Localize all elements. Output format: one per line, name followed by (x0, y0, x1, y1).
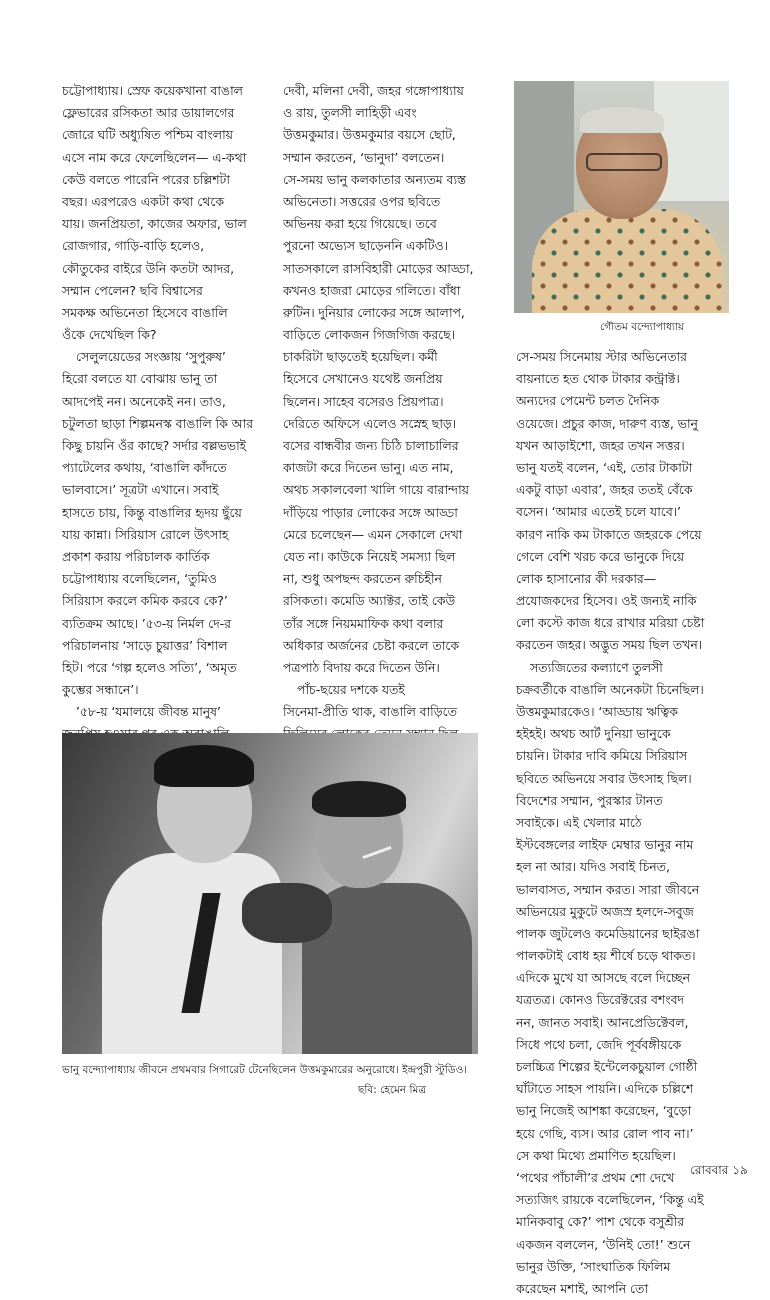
text-line: এসে নাম করে ফেলেছিলেন— এ-কথা (62, 149, 247, 165)
text-line: ভালবাসত, সম্মান করত। সারা জীবনে (516, 881, 700, 897)
text-line: হইহই। অথচ আর্ট দুনিয়া ভানুকে (516, 726, 671, 742)
text-line: বায়নাতে হত থোক টাকার কন্ট্রাক্ট। (516, 371, 680, 387)
text-line: ঘাঁটাতে সাহস পায়নি। এদিকে চল্লিশে (516, 1081, 694, 1097)
text-line: হাসতে চায়, কিন্তু বাঙালির হৃদয় ছুঁয়ে (62, 504, 242, 520)
text-line: যত্রতত্র। কোনও ডিরেক্টরের বশংবদ (516, 992, 684, 1008)
photo-credit: ছবি: হেমেন মিত্র (358, 1084, 427, 1096)
text-line: দাঁড়িয়ে পাড়ার লোকের সঙ্গে আড্ডা (283, 504, 458, 520)
text-line: পুরনো অভ্যেস ছাড়েননি একটিও। (283, 238, 448, 254)
text-line: আদপেই নন। অনেকেই নন। তাও, (62, 393, 226, 409)
text-line: চায়নি। টাকার দাবি কমিয়ে সিরিয়াস (516, 748, 688, 764)
text-line: ইস্টবেঙ্গলের লাইফ মেম্বার ভানুর নাম (516, 837, 694, 853)
text-line: ভালবাসে।’ সূত্রটা এখানে। সবাই (62, 482, 219, 498)
text-line: সবাইকে। এই খেলার মাঠে (516, 814, 642, 830)
text-line: সমকক্ষ অভিনেতা হিসেবে বাঙালি (62, 304, 228, 320)
text-line: রোজগার, গাড়ি-বাড়ি হলেও, (62, 238, 205, 254)
text-line: পত্রপাঠ বিদায় করে দিতেন উনি। (283, 659, 440, 675)
text-line: ও রায়, তুলসী লাহিড়ী এবং (283, 105, 417, 121)
text-line: হিসেবে সেখানেও যথেষ্ট জনপ্রিয় (283, 371, 443, 387)
text-line: সত্যজিতের কল্যাণে তুলসী (530, 659, 663, 675)
text-line: হিরো বলতে যা বোঝায় ভানু তা (62, 371, 218, 387)
text-line: উত্তমকুমারকেও। ‘আড্ডায় ঋত্বিক (516, 704, 678, 719)
text-line: উত্তমকুমার। উত্তমকুমার বয়সে ছোট, (283, 127, 456, 143)
text-line: অভিনয় করা হয়ে গিয়েছে। তবে (283, 216, 437, 232)
text-line: ওয়েজে। প্রচুর কাজ, দারুণ ব্যস্ত, ভানু (516, 415, 698, 431)
text-line: সত্যজিৎ রায়কে বলেছিলেন, ‘কিন্তু এই (516, 1192, 704, 1208)
text-line: যেত না। কাউকে নিয়েই সমস্যা ছিল (283, 548, 456, 564)
text-line: না, শুধু অপছন্দ করতেন রুচিহীন (283, 571, 442, 587)
text-line: মেরে চলেছেন— এমন সেকালে দেখা (283, 526, 463, 542)
text-line: সিনেমা-প্রীতি থাক, বাঙালি বাড়িতে (283, 704, 457, 720)
text-line: পাঁচ-ছয়ের দশকে যতই (297, 682, 405, 698)
text-line: এদিকে মুখে যা আসছে বলে দিচ্ছেন (516, 970, 690, 986)
text-line: কারণ নাকি কম টাকাতে জহরকে পেয়ে (516, 526, 702, 542)
portrait-caption: গৌতম বন্দ্যোপাধ্যায় (600, 321, 685, 333)
text-line: গেলে বেশি খরচ করে ভানুকে দিয়ে (516, 548, 685, 564)
text-line: নন, জানত সবাই। আনপ্রেডিক্টেবল, (516, 1014, 689, 1030)
text-line: চক্রবর্তীকে বাঙালি অনেকটা চিনেছিল। (516, 681, 704, 697)
text-line: কখনও হাজরা মোড়ের গলিতে। বাঁধা (283, 282, 461, 298)
text-line: রুটিন। দুনিয়ার লোকের সঙ্গে আলাপ, (283, 304, 465, 320)
text-line: ভানুর উক্তি, ‘সাংঘাতিক ফিলিম (516, 1258, 671, 1274)
text-line: করেছেন মশাই, আপনি তো (516, 1280, 648, 1296)
text-line: অভিনেতা। সত্তরের ওপর ছবিতে (283, 193, 441, 209)
text-line: পালকটাই বোধ হয় শীর্ষে চড়ে থাকত। (516, 948, 696, 964)
text-line: দেরিতে অফিসে এলেও সস্নেহ ছাড়। (283, 415, 457, 431)
article-column-3 (516, 346, 726, 1300)
text-line: চাকরিটা ছাড়তেই হয়েছিল। কর্মী (283, 349, 438, 365)
text-line: বাড়িতে লোকজন গিজগিজ করছে। (283, 327, 455, 343)
text-line: ছিলেন। সাহেব বসেরও প্রিয়পাত্র। (283, 393, 444, 409)
archival-photo (62, 733, 478, 1054)
text-line: যায় কান্না। সিরিয়াস রোলে উৎসাহ (62, 526, 229, 542)
text-line: বিদেশের সম্মান, পুরস্কার টানত (516, 792, 663, 808)
text-line: প্যাটেলের কথায়, ‘বাঙালি কাঁদতে (62, 460, 227, 476)
text-line: প্রকাশ করায় পরিচালক কার্তিক (62, 548, 210, 564)
text-line: সে কথা মিথ্যে প্রমাণিত হয়েছিল। (516, 1147, 676, 1163)
text-line: অন্যদের পেমেন্ট চলত দৈনিক (516, 393, 660, 409)
text-line: রসিকতা। কমেডি অ্যাক্টর, তাই কেউ (283, 593, 456, 609)
text-line: ব্যতিক্রম আছে। ’৫৩-য় নির্মল দে-র (62, 615, 231, 631)
text-line: ওঁকে দেখেছিল কি? (62, 327, 157, 343)
text-line: করতেন জহর। অদ্ভুত সময় ছিল তখন। (516, 637, 703, 653)
text-line: অথচ সকালবেলা খালি গায়ে বারান্দায় (283, 482, 469, 498)
text-line: পালক জুটলেও কমেডিয়ানের ছাইরঙা (516, 925, 700, 941)
text-line: ছবিতে অভিনয়ে সবার উৎসাহ ছিল। (516, 770, 692, 786)
text-line: একজন বললেন, ‘উনিই তো!’ শুনে (516, 1236, 691, 1252)
text-line: ভানু যতই বলেন, ‘এই, তোর টাকাটা (516, 459, 693, 475)
text-line: চট্টোপাধ্যায়। স্রেফ কয়েকখানা বাঙাল (62, 83, 243, 98)
text-line: লো কস্টে কাজ ধরে রাখার মরিয়া চেষ্টা (516, 615, 705, 631)
text-line: সে-সময় ভানু কলকাতার অন্যতম ব্যস্ত (283, 171, 466, 187)
text-line: চলচ্চিত্র শিল্পের ইন্টেলেকচুয়াল গোষ্ঠী (516, 1059, 698, 1074)
text-line: দেবী, মলিনা দেবী, জহর গঙ্গোপাধ্যায় (283, 83, 464, 98)
text-line: সে-সময় সিনেমায় স্টার অভিনেতার (516, 349, 687, 364)
text-line: যখন আড়াইশো, জহর তখন সত্তর। (516, 437, 685, 453)
text-line: কৌতুকের বাইরে উনি কতটা আদর, (62, 260, 234, 276)
text-line: লোক হাসানোর কী দরকার— (516, 570, 657, 586)
text-line: প্রযোজকদের হিসেব। ওই জন্যই নাকি (516, 593, 697, 609)
text-line: যায়। জনপ্রিয়তা, কাজের অফার, ভাল (62, 216, 247, 232)
text-line: চট্টোপাধ্যায় বলেছিলেন, ‘তুমিও (62, 571, 217, 587)
text-line: পরিচালনায় ‘সাড়ে চুয়াত্তর’ বিশাল (62, 637, 228, 653)
text-line: সম্মান করতেন, ‘ভানুদা’ বলতেন। (283, 149, 445, 165)
photo-caption: ভানু বন্দ্যোপাধ্যায় জীবনে প্রথমবার সিগারেট টেনেছিলেন উত্তমকুমারের অনুরোধে। ইন্দ্রপুরী স্টুডিও। (62, 1064, 468, 1076)
text-line: সাতসকালে রাসবিহারী মোড়ের আড্ডা, (283, 260, 474, 276)
text-line: হল না আর। যদিও সবাই চিনত, (516, 859, 670, 875)
text-line: সিরিয়াস করলে কমিক করবে কে?’ (62, 593, 228, 609)
text-line: মানিকবাবু কে?’ পাশ থেকে বসুশ্রীর (516, 1214, 685, 1230)
text-line: একটু বাড়া এবার’, জহর ততই বেঁকে (516, 482, 693, 498)
text-line: জোরে ঘটি অধ্যুষিত পশ্চিম বাংলায় (62, 127, 233, 143)
text-line: হিট। পরে ‘গল্প হলেও সত্যি’, ‘অমৃত (62, 659, 237, 675)
portrait-photo (514, 81, 729, 313)
text-line: চটুলতা ছাড়া শিল্পমনস্ক বাঙালি কি আর (62, 415, 253, 431)
text-line: সিধে পথে চলা, জেদি পূর্ববঙ্গীয়কে (516, 1036, 682, 1052)
text-line: বসেন। ‘আমার এতেই চলে যাবে।’ (516, 504, 681, 520)
text-line: কেউ বলতে পারেনি পরের চল্লিশটা (62, 171, 230, 187)
text-line: সম্মান পেলেন? ছবি বিশ্বাসের (62, 282, 203, 298)
page-folio: রোববার ১৯ (690, 1163, 748, 1177)
text-line: ফ্লেভারের রসিকতা আর ডায়ালগের (62, 105, 235, 121)
text-line: বছর। এরপরেও একটা কথা থেকে (62, 193, 225, 209)
text-line: তাঁর সঙ্গে নিয়মমাফিক কথা বলার (283, 615, 444, 631)
text-line: বসের বান্ধবীর জন্য চিঠি চালাচালির (283, 438, 459, 453)
text-line: কাজটা করে দিতেন ভানু। এত নাম, (283, 460, 454, 476)
text-line: কিছু চায়নি ওঁর কাছে? সর্দার বল্লভভাই (62, 438, 247, 453)
text-line: হয়ে গেছি, ব্যস। আর রোল পাব না।’ (516, 1125, 694, 1141)
text-line: ’৫৮-য় ‘যমালয়ে জীবন্ত মানুষ’ (76, 704, 221, 720)
text-line: ‘পথের পাঁচালী’র প্রথম শো দেখে (516, 1169, 675, 1185)
text-line: ভানু নিজেই আশঙ্কা করেছেন, ‘বুড়ো (516, 1103, 691, 1119)
text-line: সেলুলয়েডের সংজ্ঞায় ‘সুপুরুষ’ (76, 349, 226, 365)
text-line: অধিকার অর্জনের চেষ্টা করলে তাকে (283, 637, 460, 653)
text-line: কুম্ভের সন্ধানে’। (62, 682, 139, 698)
text-line: অভিনয়ের মুকুটে অজস্র হলদে-সবুজ (516, 903, 694, 919)
